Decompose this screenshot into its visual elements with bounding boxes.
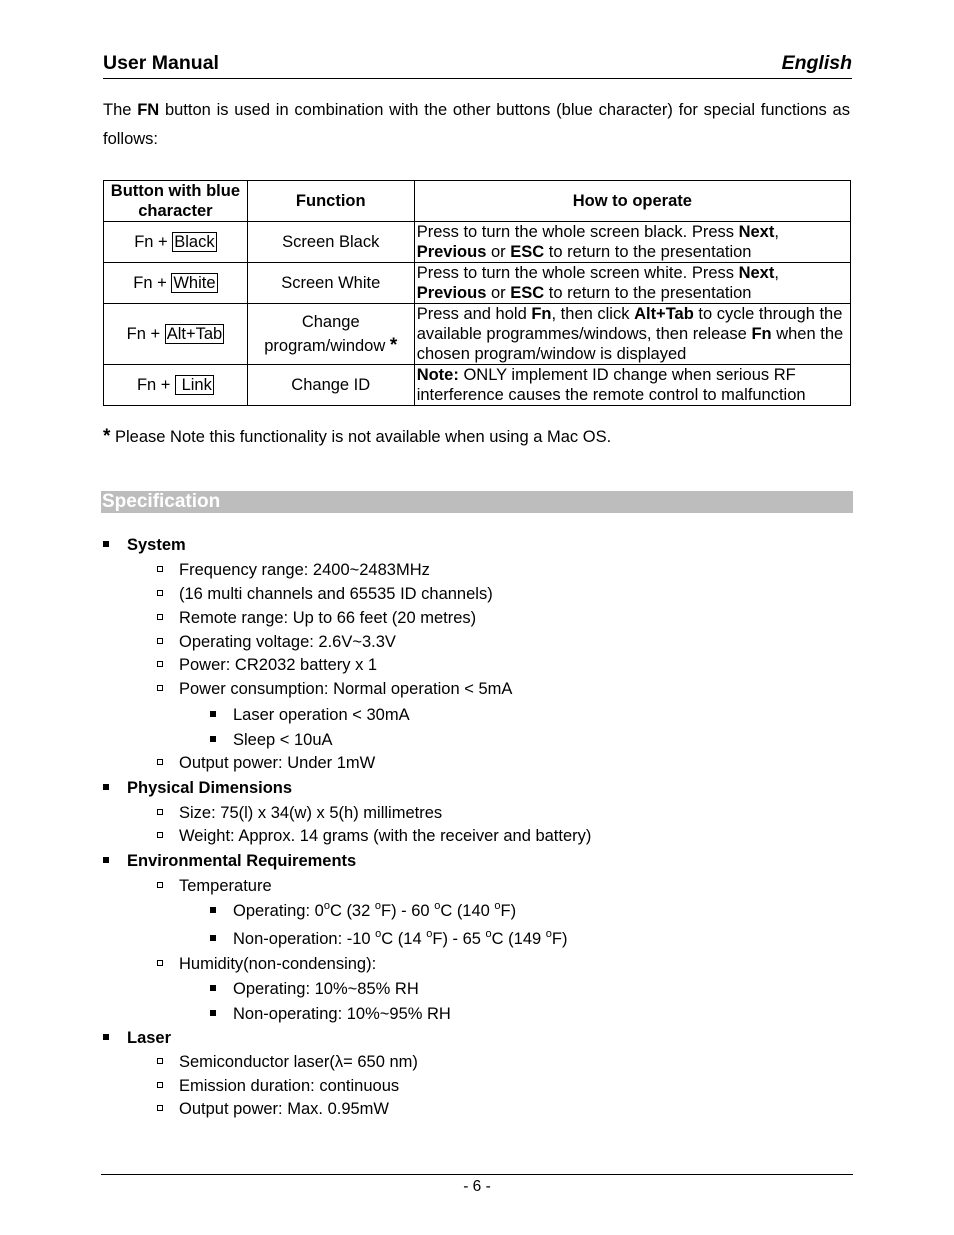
item-text: Laser operation < 30mA <box>233 706 410 724</box>
function-text: Change program/window <box>264 312 386 355</box>
item-text: Semiconductor laser(λ= 650 nm) <box>179 1053 418 1071</box>
hollow-square-bullet-icon <box>157 1058 163 1064</box>
item-text: Power consumption: Normal operation < 5mA <box>179 680 513 698</box>
how-text: Press to turn the whole screen black. Press <box>416 223 739 241</box>
list-item <box>210 930 567 949</box>
square-bullet-icon <box>210 736 216 742</box>
item-text: Humidity(non-condensing): <box>179 955 377 973</box>
table-row <box>104 222 851 263</box>
intro-fn: FN <box>137 101 160 119</box>
list-item <box>210 902 516 921</box>
hollow-square-bullet-icon <box>157 759 163 765</box>
table-header-row <box>104 181 851 222</box>
degree-mark: o <box>545 928 552 940</box>
key-label: Black <box>174 233 215 251</box>
degree-mark: o <box>374 900 381 912</box>
list-item <box>210 706 410 725</box>
hollow-square-bullet-icon <box>157 1082 163 1088</box>
list-item <box>157 656 377 675</box>
how-bold: ESC <box>510 243 545 261</box>
hollow-square-bullet-icon <box>157 1105 163 1111</box>
item-text: C (32 <box>329 902 375 920</box>
square-bullet-icon <box>210 907 216 913</box>
col-header-button: Button with blue character <box>104 181 248 222</box>
function-table <box>103 180 851 406</box>
hollow-square-bullet-icon <box>157 685 163 691</box>
list-item <box>157 633 396 652</box>
how-bold: Previous <box>416 243 487 261</box>
degree-mark: o <box>434 900 441 912</box>
item-text: Non-operating: 10%~95% RH <box>233 1005 451 1023</box>
page-footer <box>101 1174 853 1196</box>
note-text: Please Note this functionality is not available when using a Mac OS. <box>110 428 612 446</box>
hollow-square-bullet-icon <box>157 960 163 966</box>
function-cell: Change ID <box>247 365 414 406</box>
hollow-square-bullet-icon <box>157 638 163 644</box>
item-text: Output power: Under 1mW <box>179 754 376 772</box>
degree-mark: o <box>323 900 330 912</box>
section-title: Specification <box>102 491 221 512</box>
table-row <box>104 365 851 406</box>
item-text: Operating: 10%~85% RH <box>233 980 419 998</box>
header-title: User Manual <box>103 52 219 74</box>
how-bold: Alt+Tab <box>634 305 694 323</box>
spec-group-physical <box>103 779 292 798</box>
fn-prefix: Fn + <box>134 233 173 251</box>
spec-group-environment <box>103 852 356 871</box>
mac-note <box>103 426 611 448</box>
how-text: , <box>774 264 779 282</box>
list-item <box>157 585 493 604</box>
how-bold: Fn <box>531 305 552 323</box>
square-bullet-icon <box>103 541 109 547</box>
square-bullet-icon <box>103 784 109 790</box>
item-text: Frequency range: 2400~2483MHz <box>179 561 430 579</box>
item-text: Power: CR2032 battery x 1 <box>179 656 378 674</box>
list-item <box>157 609 476 628</box>
how-text: to return to the presentation <box>544 243 752 261</box>
how-bold: Previous <box>416 284 487 302</box>
how-cell <box>414 222 850 263</box>
how-bold: Fn <box>751 325 772 343</box>
item-text: Size: 75(l) x 34(w) x 5(h) millimetres <box>179 804 443 822</box>
list-item <box>210 1005 451 1024</box>
how-text: or <box>486 284 511 302</box>
button-cell <box>104 222 248 263</box>
list-item <box>210 980 419 999</box>
fn-prefix: Fn + <box>133 274 172 292</box>
function-cell <box>247 304 414 365</box>
how-bold: Next <box>738 223 775 241</box>
group-label: Environmental Requirements <box>127 852 357 870</box>
item-text: F) <box>551 930 568 948</box>
item-text: Weight: Approx. 14 grams (with the receiver and battery) <box>179 827 592 845</box>
square-bullet-icon <box>103 857 109 863</box>
hollow-square-bullet-icon <box>157 832 163 838</box>
item-text: C (149 <box>491 930 546 948</box>
square-bullet-icon <box>210 1010 216 1016</box>
how-text: , <box>774 223 779 241</box>
how-bold: Note: <box>416 366 459 384</box>
how-text: or <box>486 243 511 261</box>
list-item <box>157 680 512 699</box>
button-cell <box>104 263 248 304</box>
how-text: to return to the presentation <box>544 284 752 302</box>
square-bullet-icon <box>103 1034 109 1040</box>
function-cell: Screen Black <box>247 222 414 263</box>
how-text: ONLY implement ID change when serious RF interference causes the remote control to malfunction <box>416 366 806 404</box>
item-text: Emission duration: continuous <box>179 1077 400 1095</box>
how-bold: Next <box>738 264 775 282</box>
hollow-square-bullet-icon <box>157 882 163 888</box>
item-text: C (140 <box>440 902 495 920</box>
list-item <box>157 827 591 846</box>
item-text: (16 multi channels and 65535 ID channels) <box>179 585 493 603</box>
item-text: Remote range: Up to 66 feet (20 metres) <box>179 609 477 627</box>
degree-mark: o <box>426 928 433 940</box>
list-item <box>210 731 333 750</box>
group-label: Physical Dimensions <box>127 779 293 797</box>
fn-prefix: Fn + <box>136 376 175 394</box>
item-text: C (14 <box>381 930 427 948</box>
item-text: Output power: Max. 0.95mW <box>179 1100 389 1118</box>
fn-prefix: Fn + <box>126 325 165 343</box>
spec-group-laser <box>103 1029 171 1048</box>
item-text: Operating: 0 <box>233 902 324 920</box>
square-bullet-icon <box>210 711 216 717</box>
function-star: * <box>389 334 398 356</box>
list-item <box>157 1100 389 1119</box>
item-text: Temperature <box>179 877 272 895</box>
intro-text: button is used in combination with the other buttons (blue character) for special functions as follows: <box>103 101 850 148</box>
item-text: F) - 65 <box>432 930 486 948</box>
list-item <box>157 877 272 896</box>
header-language: English <box>781 52 852 74</box>
how-bold: ESC <box>510 284 545 302</box>
table-row <box>104 304 851 365</box>
list-item <box>157 804 442 823</box>
how-cell <box>414 304 850 365</box>
note-star: * <box>103 426 111 447</box>
list-item <box>157 955 376 974</box>
hollow-square-bullet-icon <box>157 590 163 596</box>
item-text: Non-operation: -10 <box>233 930 376 948</box>
col-header-function: Function <box>247 181 414 222</box>
group-label: System <box>127 536 186 554</box>
how-text: to cycle through the available programmes/windows, then release <box>416 305 843 343</box>
key-label: Alt+Tab <box>166 325 223 343</box>
intro-paragraph <box>103 96 850 154</box>
hollow-square-bullet-icon <box>157 809 163 815</box>
key-label: Link <box>177 376 212 394</box>
intro-text: The <box>103 101 138 119</box>
degree-mark: o <box>485 928 492 940</box>
group-label: Laser <box>127 1029 172 1047</box>
hollow-square-bullet-icon <box>157 614 163 620</box>
section-heading-specification <box>101 491 853 513</box>
list-item <box>157 1053 418 1072</box>
col-header-how: How to operate <box>414 181 850 222</box>
square-bullet-icon <box>210 935 216 941</box>
button-cell <box>104 365 248 406</box>
hollow-square-bullet-icon <box>157 566 163 572</box>
list-item <box>157 561 430 580</box>
square-bullet-icon <box>210 985 216 991</box>
table-row <box>104 263 851 304</box>
how-text: when the chosen program/window is displayed <box>416 325 844 363</box>
how-text: Press to turn the whole screen white. Press <box>416 264 739 282</box>
how-text: Press and hold <box>416 305 532 323</box>
how-text: , then click <box>551 305 635 323</box>
key-label: White <box>173 274 216 292</box>
function-cell: Screen White <box>247 263 414 304</box>
degree-mark: o <box>494 900 501 912</box>
item-text: Operating voltage: 2.6V~3.3V <box>179 633 396 651</box>
how-cell <box>414 365 850 406</box>
how-cell <box>414 263 850 304</box>
item-text: F) - 60 <box>381 902 435 920</box>
spec-group-system <box>103 536 186 555</box>
page-header <box>103 52 852 79</box>
hollow-square-bullet-icon <box>157 661 163 667</box>
degree-mark: o <box>375 928 382 940</box>
button-cell <box>104 304 248 365</box>
list-item <box>157 1077 399 1096</box>
list-item <box>157 754 375 773</box>
page-number: - 6 - <box>463 1178 491 1195</box>
item-text: F) <box>500 902 517 920</box>
item-text: Sleep < 10uA <box>233 731 333 749</box>
